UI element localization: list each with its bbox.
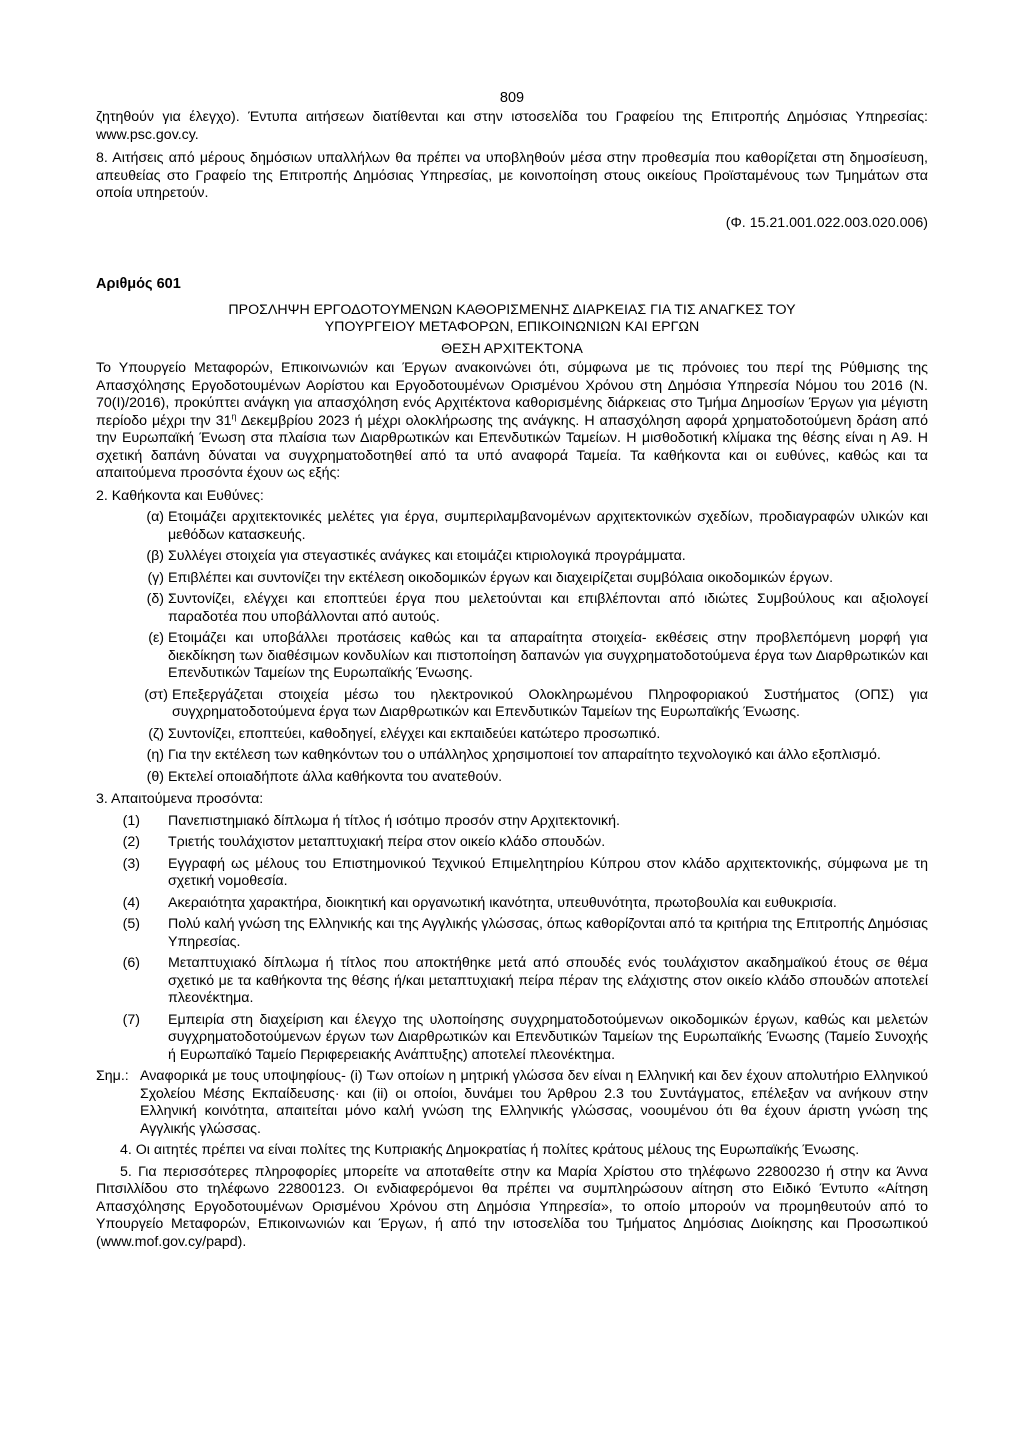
item-text: Συλλέγει στοιχεία για στεγαστικές ανάγκες και ετοιμάζει κτιριολογικά προγράμματα.	[168, 548, 686, 564]
intro-paragraph	[96, 360, 928, 483]
note-text: Αναφορικά με τους υποψηφίους- (i) Των οποίων η μητρική γλώσσα δεν είναι η Ελληνική και δεν έχουν απολυτήριο Ελληνικού Σχολείου Μέσης Εκπαίδευσης· και (ii) οι οποίοι, δυνάμει του Άρθρου 2.3 του Συντάγματος, επέλεξαν να ανήκουν στην Ελληνική κοινότητα, απαιτείται μόνο καλή γνώση της Ελληνικής γλώσσας, νοουμένου ότι θα έχουν άριστη γνώση της Αγγλικής γλώσσας.	[140, 1068, 928, 1137]
contact-information-paragraph: 5. Για περισσότερες πληροφορίες μπορείτε να αποταθείτε στην κα Μαρία Χρίστου στο τηλέφωνο 22800230 ή στην κα Άννα Πιτσιλλίδου στο τηλέφωνο 22800123. Οι ενδιαφερόμενοι θα πρέπει να συμπληρώσουν αίτηση στο Ειδικό Έντυπο «Αίτηση Απασχόλησης Εργοδοτουμένων Ορισμένου Χρόνου στη Δημόσια Υπηρεσία», το οποίο μπορούν να προμηθευτούν από το Υπουργείο Μεταφορών, Επικοινωνιών και Έργων, ή από την ιστοσελίδα του Τμήματος Δημόσιας Διοίκησης και Προσωπικού (www.mof.gov.cy/papd).	[96, 1163, 928, 1250]
list-item	[96, 630, 928, 683]
item-text: Για την εκτέλεση των καθηκόντων του ο υπάλληλος χρησιμοποιεί τον απαραίτητο τεχνολογικό και άλλο εξοπλισμό.	[168, 747, 881, 763]
item-label: (1)	[122, 812, 140, 829]
item-text: Εμπειρία στη διαχείριση και έλεγχο της υλοποίησης συγχρηματοδοτούμενων οικοδομικών έργων, καθώς και μελετών συγχρηματοδοτούμενων έργων των Διαρθρωτικών και Επενδυτικών Ταμείων της Ευρωπαϊκής Ένωσης (Ταμείο Συνοχής ή Ευρωπαϊκό Ταμείο Περιφερειακής Ανάπτυξης) αποτελεί πλεονέκτημα.	[168, 1011, 928, 1063]
item-label: (θ)	[146, 768, 164, 785]
item-label: (γ)	[147, 569, 164, 586]
item-text: Πολύ καλή γνώση της Ελληνικής και της Αγγλικής γλώσσας, όπως καθορίζονται από τα κριτήρια της Επιτροπής Δημόσιας Υπηρεσίας.	[168, 916, 928, 950]
item-label: (6)	[122, 955, 140, 971]
item-label: (ε)	[148, 630, 164, 646]
list-item	[96, 1012, 928, 1065]
item-label: (στ)	[144, 686, 168, 703]
intro-text-a: Το Υπουργείο Μεταφορών, Επικοινωνιών και Έργων ανακοινώνει ότι, σύμφωνα με τις πρόνοιες του περί της Ρύθμισης της Απασχόλησης Εργοδοτουμένων Αορίστου και Εργοδοτουμένων Ορισμένου Χρόνου στη Δημόσια Υπηρεσία Νόμου του 2016 (Ν. 70(Ι)/2016), προκύπτει ανάγκη για απασχόληση ενός Αρχιτέκτονα καθορισμένης διάρκειας στο Τμήμα Δημοσίων Έργων για μέγιστη περίοδο μέχρι την 31	[96, 360, 928, 429]
item-text: Πανεπιστημιακό δίπλωμα ή τίτλος ή ισότιμο προσόν στην Αρχιτεκτονική.	[168, 812, 620, 829]
intro-superscript: η	[231, 410, 237, 421]
list-item	[96, 916, 928, 951]
duties-heading: 2. Καθήκοντα και Ευθύνες:	[96, 487, 264, 504]
list-item	[96, 856, 928, 891]
item-text: Συντονίζει, ελέγχει και εποπτεύει έργα που μελετούνται και επιβλέπονται από ιδιώτες Συμβούλους και αξιολογεί παραδοτέα που υποβάλλονται από αυτούς.	[168, 591, 928, 625]
language-note	[96, 1068, 928, 1138]
item-label: (η)	[146, 747, 164, 763]
position-title: ΘΕΣΗ ΑΡΧΙΤΕΚΤΟΝΑ	[441, 340, 583, 357]
item-label: (2)	[122, 834, 140, 850]
item-label: (δ)	[146, 591, 164, 607]
list-item	[96, 813, 928, 831]
item-text: Ετοιμάζει και υποβάλλει προτάσεις καθώς και τα απαραίτητα στοιχεία- εκθέσεις στην προβλεπόμενη μορφή για διεκδίκηση των διαθέσιμων κονδυλίων και πιστοποίηση δαπανών για συγχρηματοδοτούμενα έργα των Διαρθρωτικών και Επενδυτικών Ταμείων της Ευρωπαϊκής Ένωσης.	[168, 630, 928, 681]
item-label: (5)	[122, 916, 140, 932]
list-item	[96, 548, 928, 566]
list-item	[96, 726, 928, 744]
item-text: Εκτελεί οποιαδήποτε άλλα καθήκοντα του ανατεθούν.	[168, 768, 503, 785]
item-label: (ζ)	[148, 725, 164, 742]
list-item	[96, 591, 928, 626]
page-number: 809	[499, 90, 525, 106]
list-item	[96, 570, 928, 588]
item-text: Συντονίζει, εποπτεύει, καθοδηγεί, ελέγχει και εκπαιδεύει κατώτερο προσωπικό.	[168, 725, 661, 742]
list-item	[96, 687, 928, 722]
list-item	[96, 747, 928, 765]
announcement-number: Αριθμός 601	[96, 276, 181, 292]
item-text: Ακεραιότητα χαρακτήρα, διοικητική και οργανωτική ικανότητα, υπευθυνότητα, πρωτοβουλία και ευθυκρισία.	[168, 894, 837, 911]
list-item	[96, 955, 928, 1008]
item-text: Ετοιμάζει αρχιτεκτονικές μελέτες για έργα, συμπεριλαμβανομένων αρχιτεκτονικών σχεδίων, προδιαγραφών υλικών και μεθόδων κατασκευής.	[168, 509, 928, 543]
previous-notice-paragraph: ζητηθούν για έλεγχο). Έντυπα αιτήσεων διατίθενται και στην ιστοσελίδα του Γραφείου της Επιτροπής Δημόσιας Υπηρεσίας: www.psc.gov.cy.	[96, 109, 928, 143]
note-label: Σημ.:	[96, 1068, 129, 1084]
qualifications-list	[96, 813, 928, 1065]
list-item	[96, 895, 928, 913]
list-item	[96, 769, 928, 787]
citizenship-paragraph: 4. Οι αιτητές πρέπει να είναι πολίτες της Κυπριακής Δημοκρατίας ή πολίτες κράτους μέλους της Ευρωπαϊκής Ένωσης.	[120, 1142, 860, 1158]
item-text: Μεταπτυχιακό δίπλωμα ή τίτλος που αποκτήθηκε μετά από σπουδές ενός τουλάχιστον ακαδημαϊκού έτους σε θέμα σχετικό με τα καθήκοντα της θέσης ή/και μεταπτυχιακή πείρα πέραν της ελάχιστης στον οικείο κλάδο σπουδών αποτελεί πλεονέκτημα.	[168, 955, 928, 1006]
list-item	[96, 509, 928, 544]
item-label: (α)	[146, 509, 164, 525]
announcement-title-line-2: ΥΠΟΥΡΓΕΙΟΥ ΜΕΤΑΦΟΡΩΝ, ΕΠΙΚΟΙΝΩΝΙΩΝ ΚΑΙ ΕΡΓΩΝ	[324, 319, 700, 335]
duties-list	[96, 509, 928, 786]
item-label: (7)	[122, 1011, 140, 1028]
item-label: (β)	[146, 548, 164, 564]
announcement-title-line-1: ΠΡΟΣΛΗΨΗ ΕΡΓΟΔΟΤΟΥΜΕΝΩΝ ΚΑΘΟΡΙΣΜΕΝΗΣ ΔΙΑΡΚΕΙΑΣ ΓΙΑ ΤΙΣ ΑΝΑΓΚΕΣ ΤΟΥ	[228, 301, 796, 318]
intro-text-b: Δεκεμβρίου 2023 ή μέχρι ολοκλήρωσης της ανάγκης. Η απασχόληση αφορά χρηματοδοτούμενη δράση από την Ευρωπαϊκή Ένωση στα πλαίσια των Διαρθρωτικών και Επενδυτικών Ταμείων. Η μισθοδοτική κλίμακα της θέσης είναι η Α9. Η σχετική δαπάνη δύναται να συγχρηματοδοτηθεί από τα υπό αναφορά Ταμεία. Τα καθήκοντα και οι ευθύνες, καθώς και τα απαιτούμενα προσόντα έχουν ως εξής:	[96, 412, 928, 481]
item-text: Εγγραφή ως μέλους του Επιστημονικού Τεχνικού Επιμελητηρίου Κύπρου στον κλάδο αρχιτεκτονικής, σύμφωνα με τη σχετική νομοθεσία.	[168, 855, 928, 889]
document-body	[96, 109, 928, 1251]
previous-notice-item-8: 8. Αιτήσεις από μέρους δημόσιων υπαλλήλων θα πρέπει να υποβληθούν μέσα στην προθεσμία που καθορίζεται στη δημοσίευση, απευθείας στο Γραφείο της Επιτροπής Δημόσιας Υπηρεσίας, με κοινοποίηση στους οικείους Προϊσταμένους των Τμημάτων στα οποία υπηρετούν.	[96, 150, 928, 201]
item-label: (4)	[122, 894, 140, 911]
item-text: Τριετής τουλάχιστον μεταπτυχιακή πείρα στον οικείο κλάδο σπουδών.	[168, 834, 606, 850]
qualifications-heading: 3. Απαιτούμενα προσόντα:	[96, 791, 264, 807]
item-text: Επεξεργάζεται στοιχεία μέσω του ηλεκτρονικού Ολοκληρωμένου Πληροφοριακού Συστήματος (ΟΠΣ) για συγχρηματοδοτούμενα έργα των Διαρθρωτικών και Επενδυτικών Ταμείων της Ευρωπαϊκής Ένωσης.	[172, 686, 928, 720]
item-label: (3)	[122, 855, 140, 872]
file-reference: (Φ. 15.21.001.022.003.020.006)	[725, 214, 928, 231]
list-item	[96, 834, 928, 852]
item-text: Επιβλέπει και συντονίζει την εκτέλεση οικοδομικών έργων και διαχειρίζεται συμβόλαια οικοδομικών έργων.	[168, 569, 834, 586]
